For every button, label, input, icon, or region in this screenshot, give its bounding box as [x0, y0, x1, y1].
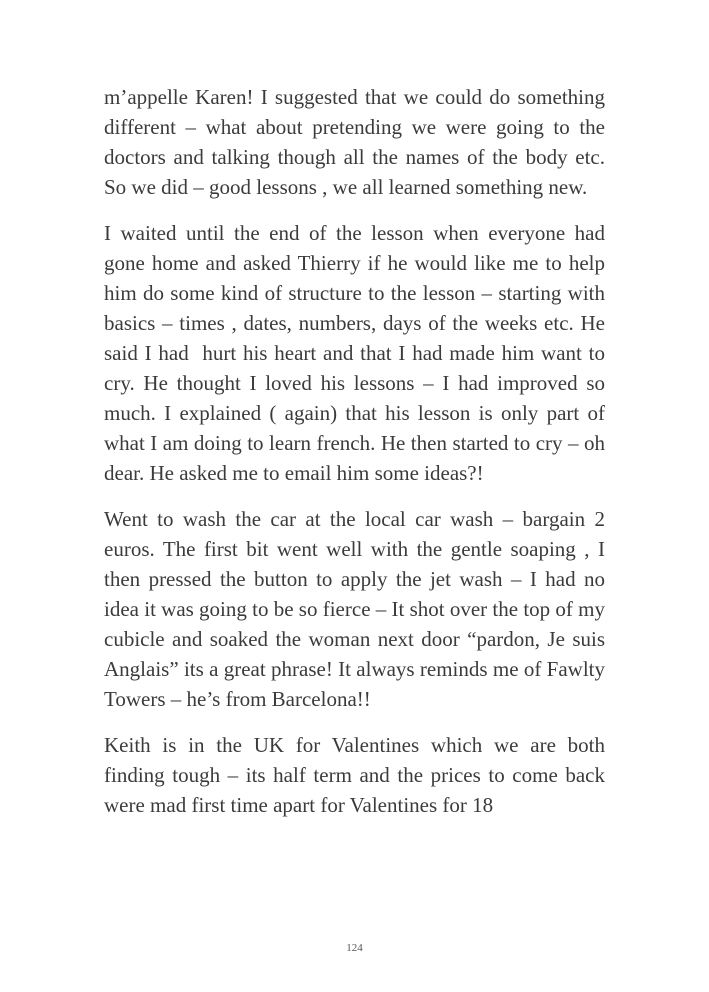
paragraph-2: I waited until the end of the lesson when everyone had gone home and asked Thierry if he would like me to help him do some kind of structure to the lesson – starting with basics – times , dates, numbers, days of the weeks etc. He said I had hurt his heart and that I had made him want to cry. He thought I loved his lessons – I had improved so much. I explained ( again) that his lesson is only part of what I am doing to learn french. He then started to cry – oh dear. He asked me to email him some ideas?!: [104, 221, 611, 485]
paragraph-3: Went to wash the car at the local car wash – bargain 2 euros. The first bit went well with the gentle soaping , I then pressed the button to apply the jet wash – I had no idea it was going to be so fierce – It shot over the top of my cubicle and soaked the woman next door “pardon, Je suis Anglais” its a great phrase! It always reminds me of Fawlty Towers – he’s from Barcelona!!: [104, 507, 611, 711]
page-number: 124: [346, 942, 363, 954]
body-text: [104, 82, 611, 836]
paragraph-4: Keith is in the UK for Valentines which we are both finding tough – its half term and the prices to come back were mad first time apart for Valentines for 18: [104, 733, 611, 817]
paragraph-1: m’appelle Karen! I suggested that we could do something different – what about pretending we were going to the doctors and talking though all the names of the body etc. So we did – good lessons , we all learned something new.: [104, 85, 611, 199]
